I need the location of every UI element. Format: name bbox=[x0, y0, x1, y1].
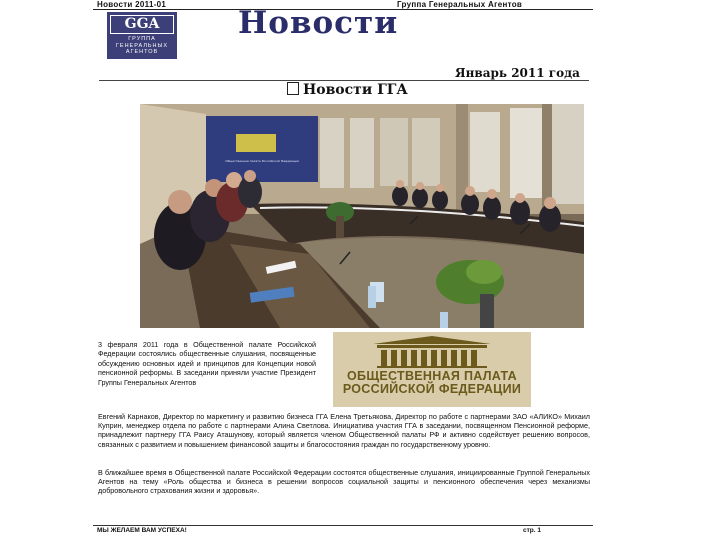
screen-caption: Общественная палата Российской Федерации bbox=[225, 159, 299, 163]
date-divider bbox=[99, 80, 589, 81]
gga-logo-line3: АГЕНТОВ bbox=[125, 49, 159, 55]
footer-divider bbox=[93, 525, 593, 526]
section-title: Новости ГГА bbox=[303, 82, 408, 98]
gga-logo-line2: ГЕНЕРАЛЬНЫХ bbox=[115, 42, 169, 49]
header-issue: Новости 2011-01 bbox=[97, 0, 167, 9]
section-heading bbox=[287, 82, 408, 98]
public-chamber-line2: РОССИЙСКОЙ ФЕДЕРАЦИИ bbox=[342, 382, 522, 396]
issue-date: Январь 2011 года bbox=[455, 66, 580, 80]
conference-photo bbox=[140, 104, 584, 328]
header-company: Группа Генеральных Агентов bbox=[397, 0, 523, 9]
article-paragraph-2: Евгений Карнаков, Директор по маркетингу и развитию бизнеса ГГА Елена Третьякова, Директор по работе с партнерами ЗАО «АЛИКО» Михаил Куприн, менеджер отдела по работе с партнерами Алина Светлова. Инициатива участия ГГА в заседании, посвященном Пенсионной реформе, принадлежит партнеру ГГА Раису Аташунову, который является членом Общественной палаты РФ и активно содействует решению вопросов, связанных с развитием и повышением финансовой защиты и благосостояния граждан по государственному уровню. bbox=[98, 412, 590, 449]
page-title: Новости bbox=[238, 5, 399, 41]
article-paragraph-3: В ближайшее время в Общественной палате Российской Федерации состоятся общественные слушания, инициированные Группой Генеральных Агентов на тему «Роль общества и бизнеса в решении вопросов социальной защиты и пенсионного обеспечения через механизмы добровольного страхования жизни и здоровья». bbox=[98, 468, 590, 496]
checkbox-bullet-icon bbox=[287, 82, 299, 95]
public-chamber-line1: ОБЩЕСТВЕННАЯ ПАЛАТА bbox=[347, 369, 517, 383]
page-number: стр. 1 bbox=[523, 527, 541, 534]
public-chamber-logo bbox=[333, 332, 531, 407]
gga-logo-abbr: GGA bbox=[110, 15, 174, 34]
article-paragraph-1: 3 февраля 2011 года в Общественной палате Российской Федерации состоялись общественные слушания, посвященные обсуждению основных идей и принципов для Концепции новой пенсионной реформы. В заседании приняли участие Президент Группы Генеральных Агентов bbox=[98, 340, 316, 387]
gga-logo bbox=[107, 12, 177, 59]
gga-logo-line1: ГРУППА bbox=[128, 36, 156, 42]
footer-slogan: МЫ ЖЕЛАЕМ ВАМ УСПЕХА! bbox=[97, 527, 187, 534]
